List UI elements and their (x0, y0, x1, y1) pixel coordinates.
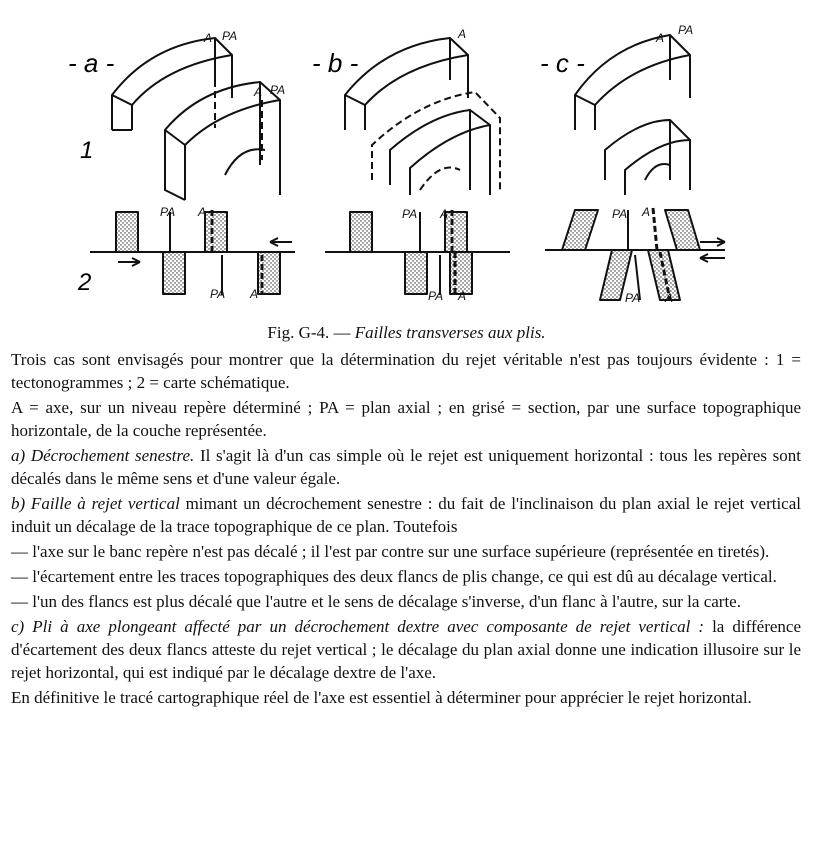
label-plane: PA (270, 83, 286, 97)
intro-paragraph-1: Trois cas sont envisagés pour montrer que la détermination du rejet véritable n'est pas toujours évidente : 1 = tectonogrammes ; 2 = carte schématique. (11, 350, 801, 392)
case-b-body: mimant un décrochement senestre : du fait de l'inclinaison du plan axial le rejet vertical induit un décalage de la trace topographique de ce plan. Toutefois (11, 494, 801, 536)
label-plane: PA (612, 207, 628, 221)
label-axis: A (250, 287, 259, 301)
block-diagram-b (345, 38, 500, 195)
label-axis: A (198, 205, 207, 219)
label-plane: PA (222, 29, 238, 43)
case-c-paragraph (11, 615, 801, 684)
case-b-item-2: — l'écartement entre les traces topographiques des deux flancs de plis change, ce qui est dû au décalage vertical. (11, 567, 777, 586)
conclusion-paragraph: En définitive le tracé cartographique réel de l'axe est essentiel à déterminer pour apprécier le rejet horizontal. (11, 688, 752, 707)
label-plane: PA (678, 23, 694, 37)
map-b (325, 210, 510, 295)
case-a-paragraph (11, 444, 801, 490)
intro-paragraph-2: A = axe, sur un niveau repère déterminé ; PA = plan axial ; en grisé = section, par une surface topographique horizontale, de la couche représentée. (11, 398, 801, 440)
map-c (545, 208, 725, 300)
label-axis: A (440, 207, 449, 221)
case-c-heading: c) Pli à axe plongeant affecté par un décrochement dextre avec composante de rejet vertical : (11, 617, 705, 636)
case-c-body: la différence d'écartement des deux flancs atteste du rejet vertical ; le décalage du plan axial donne une indication illusoire sur le rejet horizontal, qui est indiqué par le décalage dextre de l'axe. (11, 617, 801, 682)
panel-label-b: - b - (312, 48, 359, 78)
figure-g4 (0, 0, 813, 320)
label-plane: PA (160, 205, 176, 219)
label-plane: PA (402, 207, 418, 221)
panel-label-a: - a - (68, 48, 115, 78)
label-axis: A (254, 85, 263, 99)
label-axis: A (458, 27, 467, 41)
panel-label-c: - c - (540, 48, 585, 78)
label-axis: A (458, 289, 467, 303)
label-axis: A (665, 291, 674, 305)
label-axis: A (642, 205, 651, 219)
label-axis: A (656, 31, 665, 45)
figure-caption (0, 322, 813, 344)
label-plane: PA (625, 291, 641, 305)
map-a (90, 210, 295, 295)
case-b-paragraph (11, 492, 801, 538)
block-diagram-a (112, 38, 280, 200)
row-label-1: 1 (80, 137, 94, 164)
label-plane: PA (428, 289, 444, 303)
caption-title: Failles transverses aux plis. (354, 323, 546, 342)
row-label-2: 2 (78, 269, 92, 296)
label-axis: A (204, 31, 213, 45)
case-a-heading: a) Décrochement senestre. (11, 446, 195, 465)
case-a-body: Il s'agit là d'un cas simple où le rejet est uniquement horizontal : tous les repères sont décalés dans le même sens et d'une valeur égale. (11, 446, 801, 488)
case-b-heading: b) Faille à rejet vertical (11, 494, 180, 513)
case-b-item-3: — l'un des flancs est plus décalé que l'autre et le sens de décalage s'inverse, d'un flanc à l'autre, sur la carte. (11, 592, 741, 611)
body-text (11, 348, 801, 711)
label-plane: PA (210, 287, 226, 301)
caption-number: Fig. G-4. — (267, 323, 351, 342)
block-diagram-c (575, 35, 690, 195)
case-b-item-1: — l'axe sur le banc repère n'est pas décalé ; il l'est par contre sur une surface supérieure (représentée en tiretés). (11, 542, 770, 561)
